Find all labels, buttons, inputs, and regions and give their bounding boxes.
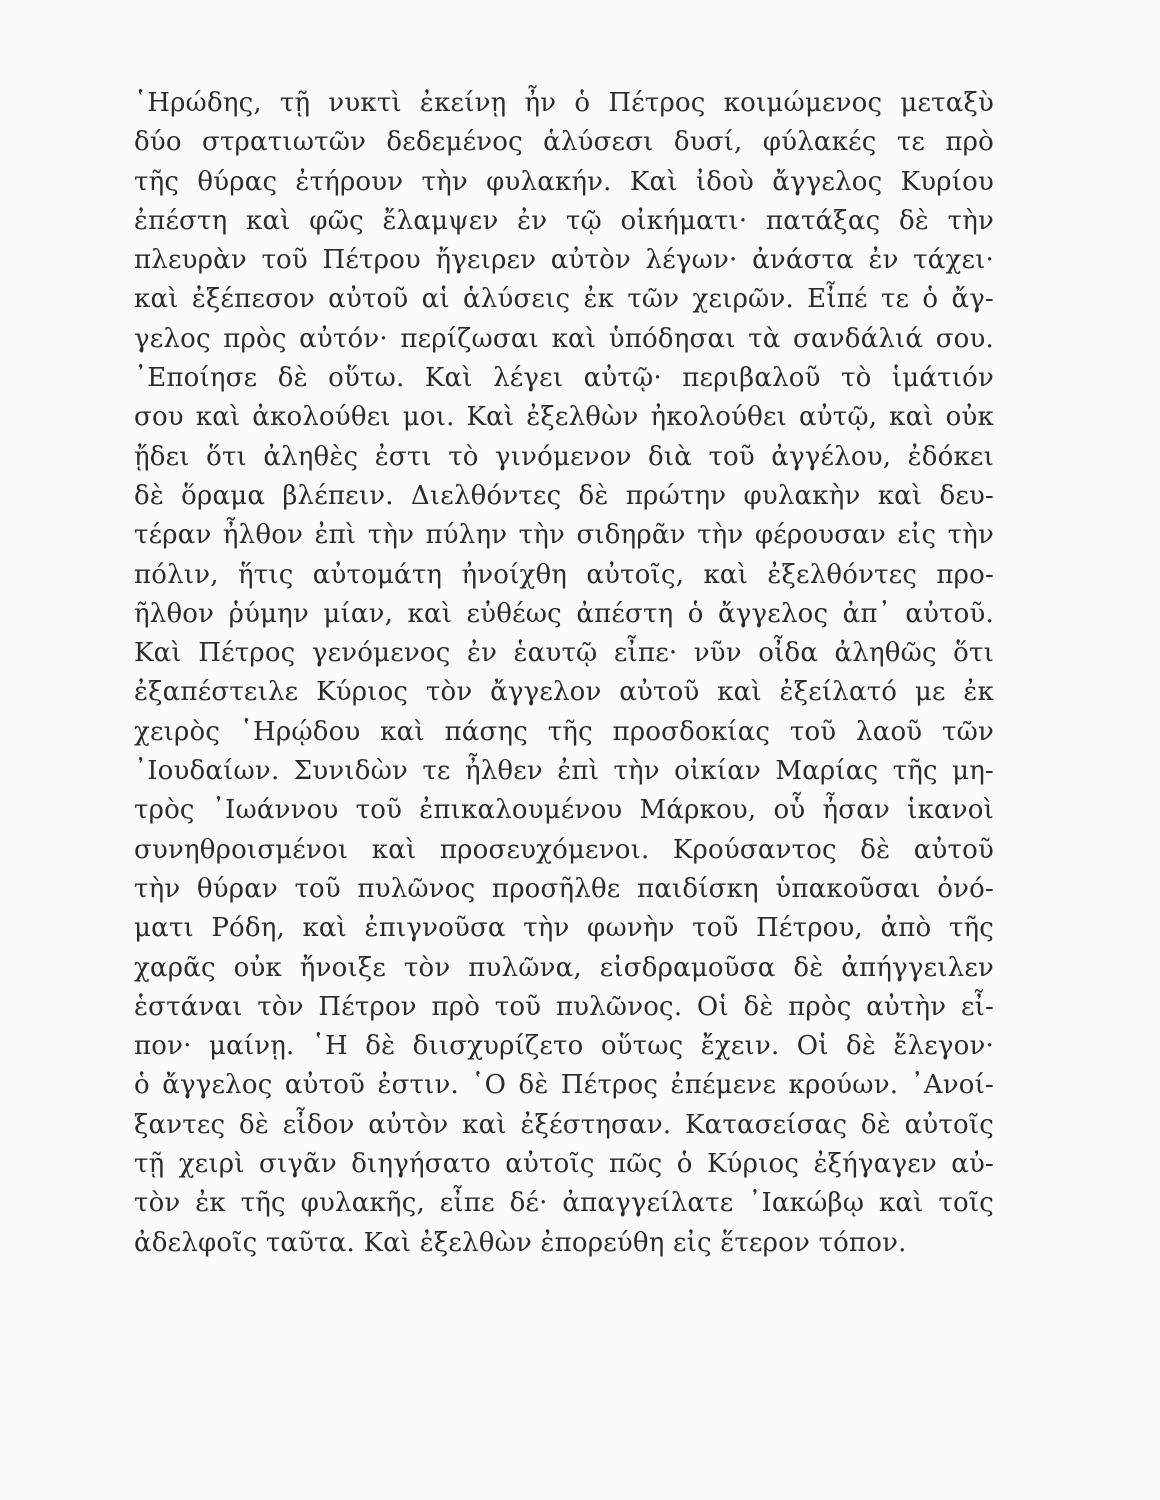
text-line: πον· μαίνῃ. ῾Η δὲ διισχυρίζετο οὕτως ἔχειν. Οἱ δὲ ἔλεγον· xyxy=(134,1031,994,1062)
text-line: σου καὶ ἀκολούθει μοι. Καὶ ἐξελθὼν ἠκολούθει αὐτῷ, καὶ οὐκ xyxy=(134,402,994,433)
text-line: τρὸς ᾿Ιωάννου τοῦ ἐπικαλουμένου Μάρκου, οὗ ἦσαν ἱκανοὶ xyxy=(134,795,994,826)
text-line: συνηθροισμένοι καὶ προσευχόμενοι. Κρούσαντος δὲ αὐτοῦ xyxy=(134,834,994,865)
text-line: καὶ ἐξέπεσον αὐτοῦ αἱ ἁλύσεις ἐκ τῶν χειρῶν. Εἶπέ τε ὁ ἄγ- xyxy=(134,284,994,315)
text-line: τὸν ἐκ τῆς φυλακῆς, εἶπε δέ· ἀπαγγείλατε ᾿Ιακώβῳ καὶ τοῖς xyxy=(134,1188,994,1219)
text-line: Καὶ Πέτρος γενόμενος ἐν ἑαυτῷ εἶπε· νῦν οἶδα ἀληθῶς ὅτι xyxy=(134,638,994,669)
text-line: πλευρὰν τοῦ Πέτρου ἤγειρεν αὐτὸν λέγων· ἀνάστα ἐν τάχει· xyxy=(134,245,994,276)
text-line: ᾿Εποίησε δὲ οὕτω. Καὶ λέγει αὐτῷ· περιβαλοῦ τὸ ἱμάτιόν xyxy=(134,363,994,394)
text-line: δὲ ὅραμα βλέπειν. Διελθόντες δὲ πρώτην φυλακὴν καὶ δευ- xyxy=(134,480,994,511)
text-line: πόλιν, ἥτις αὐτομάτη ἠνοίχθη αὐτοῖς, καὶ ἐξελθόντες προ- xyxy=(134,559,994,590)
text-line: ᾿Ιουδαίων. Συνιδὼν τε ἦλθεν ἐπὶ τὴν οἰκίαν Μαρίας τῆς μη- xyxy=(134,756,994,787)
text-line: χειρὸς ῾Ηρῴδου καὶ πάσης τῆς προσδοκίας τοῦ λαοῦ τῶν xyxy=(134,716,994,747)
text-line: τῆς θύρας ἐτήρουν τὴν φυλακήν. Καὶ ἰδοὺ ἄγγελος Κυρίου xyxy=(134,166,994,197)
text-line: ᾔδει ὅτι ἀληθὲς ἐστι τὸ γινόμενον διὰ τοῦ ἀγγέλου, ἐδόκει xyxy=(134,441,994,472)
text-line: ὁ ἄγγελος αὐτοῦ ἐστιν. ῾Ο δὲ Πέτρος ἐπέμενε κρούων. ᾿Ανοί- xyxy=(134,1070,994,1101)
text-line: ἀδελφοῖς ταῦτα. Καὶ ἐξελθὼν ἐπορεύθη εἰς ἕτερον τόπον. xyxy=(134,1227,907,1258)
text-line: τέραν ἦλθον ἐπὶ τὴν πύλην τὴν σιδηρᾶν τὴν φέρουσαν εἰς τὴν xyxy=(134,520,994,551)
text-line: ἑστάναι τὸν Πέτρον πρὸ τοῦ πυλῶνος. Οἱ δὲ πρὸς αὐτὴν εἶ- xyxy=(134,991,994,1022)
text-line: ἐξαπέστειλε Κύριος τὸν ἄγγελον αὐτοῦ καὶ ἐξείλατό με ἐκ xyxy=(134,677,994,708)
text-line: χαρᾶς οὐκ ἤνοιξε τὸν πυλῶνα, εἰσδραμοῦσα δὲ ἀπήγγειλεν xyxy=(134,952,994,983)
text-line: τὴν θύραν τοῦ πυλῶνος προσῆλθε παιδίσκη ὑπακοῦσαι ὀνό- xyxy=(134,873,994,904)
text-line: ῆλθον ῥύμην μίαν, καὶ εὐθέως ἀπέστη ὁ ἄγγελος ἀπ᾿ αὐτοῦ. xyxy=(134,598,994,629)
body-text xyxy=(134,84,994,1263)
text-line: ματι Ρόδη, καὶ ἐπιγνοῦσα τὴν φωνὴν τοῦ Πέτρου, ἀπὸ τῆς xyxy=(134,913,994,944)
text-line: γελος πρὸς αὐτόν· περίζωσαι καὶ ὑπόδησαι τὰ σανδάλιά σου. xyxy=(134,323,994,354)
text-line: ἐπέστη καὶ φῶς ἔλαμψεν ἐν τῷ οἰκήματι· πατάξας δὲ τὴν xyxy=(134,205,994,236)
text-line: ῾Ηρώδης, τῇ νυκτὶ ἐκείνῃ ἦν ὁ Πέτρος κοιμώμενος μεταξὺ xyxy=(134,88,994,118)
text-line: δύο στρατιωτῶν δεδεμένος ἁλύσεσι δυσί, φύλακές τε πρὸ xyxy=(134,127,994,158)
text-line: τῇ χειρὶ σιγᾶν διηγήσατο αὐτοῖς πῶς ὁ Κύριος ἐξήγαγεν αὐ- xyxy=(134,1149,994,1180)
text-line: ξαντες δὲ εἶδον αὐτὸν καὶ ἐξέστησαν. Κατασείσας δὲ αὐτοῖς xyxy=(134,1109,994,1140)
